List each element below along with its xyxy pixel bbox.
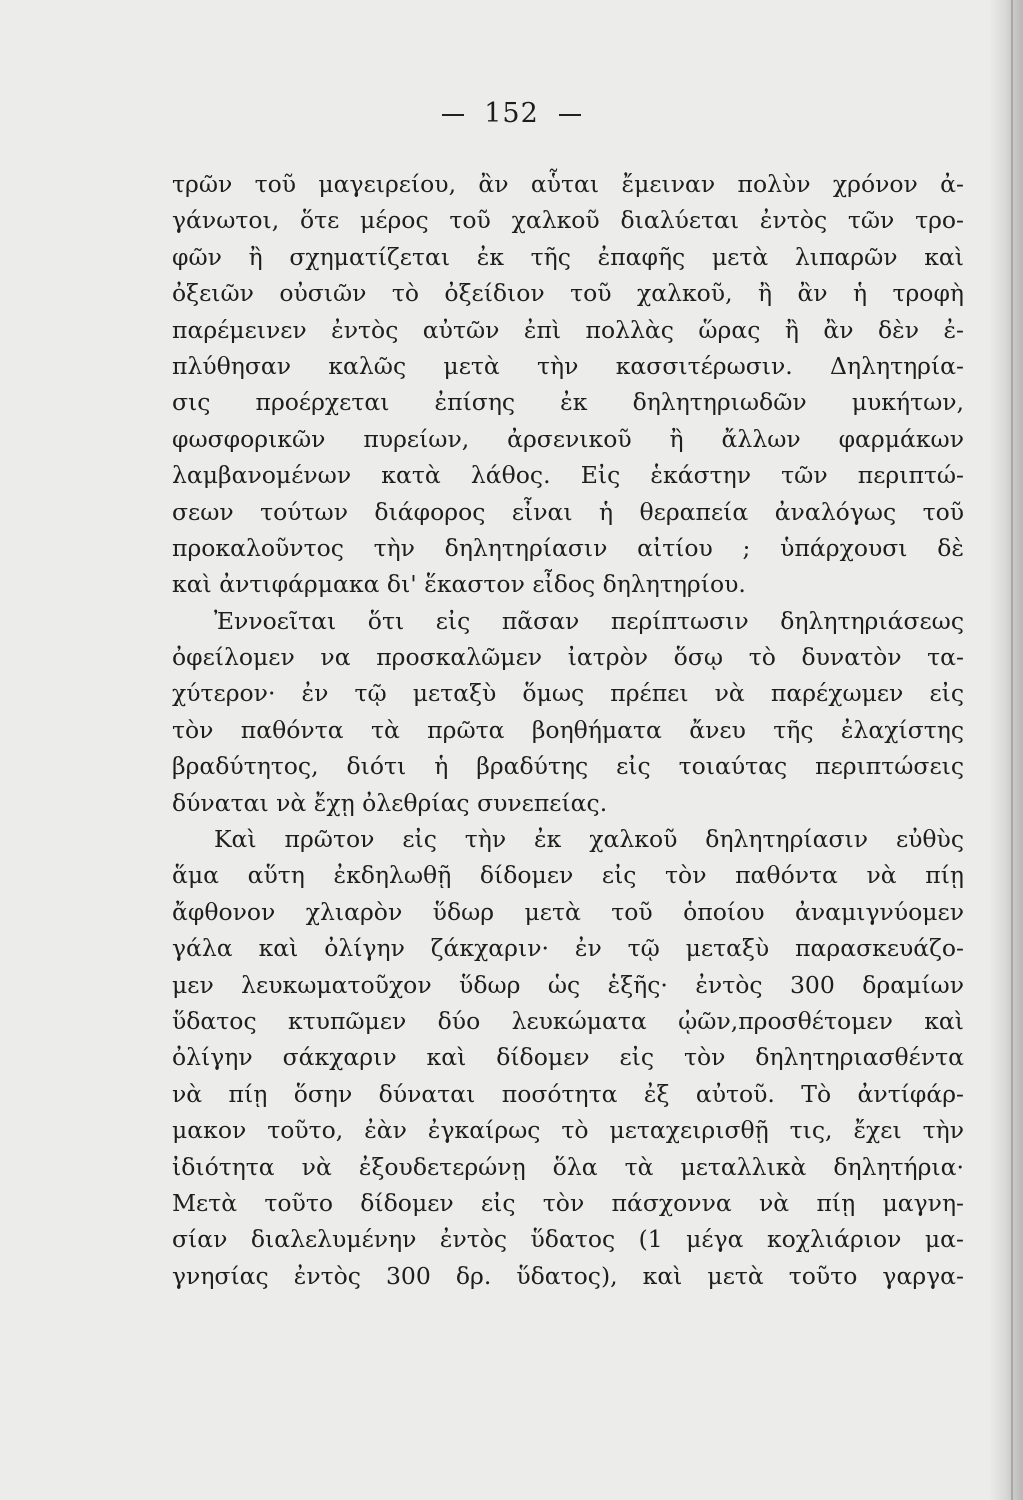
text-line: τρῶν τοῦ μαγειρείου, ἂν αὗται ἔμειναν πολὺν χρόνον ἀ-	[172, 170, 964, 198]
text-line: ἅμα αὕτη ἐκδηλωθῇ δίδομεν εἰς τὸν παθόντα νὰ πίῃ	[172, 861, 964, 890]
text-line: καὶ ἀντιφάρμακα δι' ἕκαστον εἶδος δηλητηρίου.	[172, 570, 746, 599]
text-line: παρέμεινεν ἐντὸς αὐτῶν ἐπὶ πολλὰς ὥρας ἢ ἂν δὲν ἐ-	[172, 315, 964, 344]
text-line: ὀξειῶν οὐσιῶν τὸ ὀξείδιον τοῦ χαλκοῦ, ἢ ἂν ἡ τροφὴ	[172, 279, 964, 308]
text-line: φῶν ἢ σχηματίζεται ἐκ τῆς ἐπαφῆς μετὰ λιπαρῶν καὶ	[172, 242, 964, 271]
text-line: λαμβανομένων κατὰ λάθος. Εἰς ἑκάστην τῶν περιπτώ-	[172, 461, 964, 490]
header-dash-right	[559, 114, 581, 116]
text-line: Ἐννοεῖται ὅτι εἰς πᾶσαν περίπτωσιν δηλητηριάσεως	[214, 606, 964, 635]
text-line: ἰδιότητα νὰ ἐξουδετερώνῃ ὅλα τὰ μεταλλικὰ δηλητήρια·	[172, 1152, 964, 1181]
text-line: προκαλοῦντος τὴν δηλητηρίασιν αἰτίου ; ὑπάρχουσι δὲ	[172, 533, 964, 562]
text-line: ὀλίγην σάκχαριν καὶ δίδομεν εἰς τὸν δηλητηριασθέντα	[172, 1043, 964, 1072]
text-line: βραδύτητος, διότι ἡ βραδύτης εἰς τοιαύτας περιπτώσεις	[172, 752, 964, 781]
page-header	[0, 98, 1023, 129]
text-line: τὸν παθόντα τὰ πρῶτα βοηθήματα ἄνευ τῆς ἐλαχίστης	[172, 715, 964, 744]
text-line: φωσφορικῶν πυρείων, ἀρσενικοῦ ἢ ἄλλων φαρμάκων	[172, 424, 964, 453]
text-line: γάνωτοι, ὅτε μέρος τοῦ χαλκοῦ διαλύεται ἐντὸς τῶν τρο-	[172, 206, 964, 235]
text-line: γνησίας ἐντὸς 300 δρ. ὕδατος), καὶ μετὰ τοῦτο γαργα-	[172, 1261, 964, 1290]
binding-shadow	[989, 0, 1023, 1500]
header-dash-left	[442, 114, 464, 116]
text-line: σίαν διαλελυμένην ἐντὸς ὕδατος (1 μέγα κοχλιάριον μα-	[172, 1225, 964, 1254]
text-line: Μετὰ τοῦτο δίδομεν εἰς τὸν πάσχοννα νὰ πίῃ μαγνη-	[172, 1188, 964, 1217]
text-line: γάλα καὶ ὀλίγην ζάκχαριν· ἐν τῷ μεταξὺ παρασκευάζο-	[172, 934, 964, 963]
text-line: σις προέρχεται ἐπίσης ἐκ δηλητηριωδῶν μυκήτων,	[172, 388, 964, 417]
text-line: χύτερον· ἐν τῷ μεταξὺ ὅμως πρέπει νὰ παρέχωμεν εἰς	[172, 679, 964, 708]
text-line: Καὶ πρῶτον εἰς τὴν ἐκ χαλκοῦ δηλητηρίασιν εὐθὺς	[214, 825, 964, 854]
text-line: δύναται νὰ ἔχῃ ὀλεθρίας συνεπείας.	[172, 788, 608, 817]
text-line: ἄφθονον χλιαρὸν ὕδωρ μετὰ τοῦ ὁποίου ἀναμιγνύομεν	[172, 897, 964, 926]
body-text	[172, 166, 964, 1294]
text-line: πλύθησαν καλῶς μετὰ τὴν κασσιτέρωσιν. Δηλητηρία-	[172, 351, 964, 380]
binding-edge	[1011, 0, 1013, 1500]
text-line: μακον τοῦτο, ἐὰν ἐγκαίρως τὸ μεταχειρισθῇ τις, ἔχει τὴν	[172, 1116, 964, 1145]
text-line: νὰ πίῃ ὅσην δύναται ποσότητα ἐξ αὐτοῦ. Τὸ ἀντίφάρ-	[172, 1079, 964, 1108]
text-line: μεν λευκωματοῦχον ὕδωρ ὡς ἑξῆς· ἐντὸς 300 δραμίων	[172, 970, 964, 999]
page-number: 152	[484, 98, 539, 129]
text-line: ὀφείλομεν να προσκαλῶμεν ἰατρὸν ὅσῳ τὸ δυνατὸν τα-	[172, 643, 964, 672]
text-line: ὕδατος κτυπῶμεν δύο λευκώματα ᾠῶν,προσθέτομεν καὶ	[172, 1006, 964, 1035]
text-line: σεων τούτων διάφορος εἶναι ἡ θεραπεία ἀναλόγως τοῦ	[172, 497, 964, 526]
